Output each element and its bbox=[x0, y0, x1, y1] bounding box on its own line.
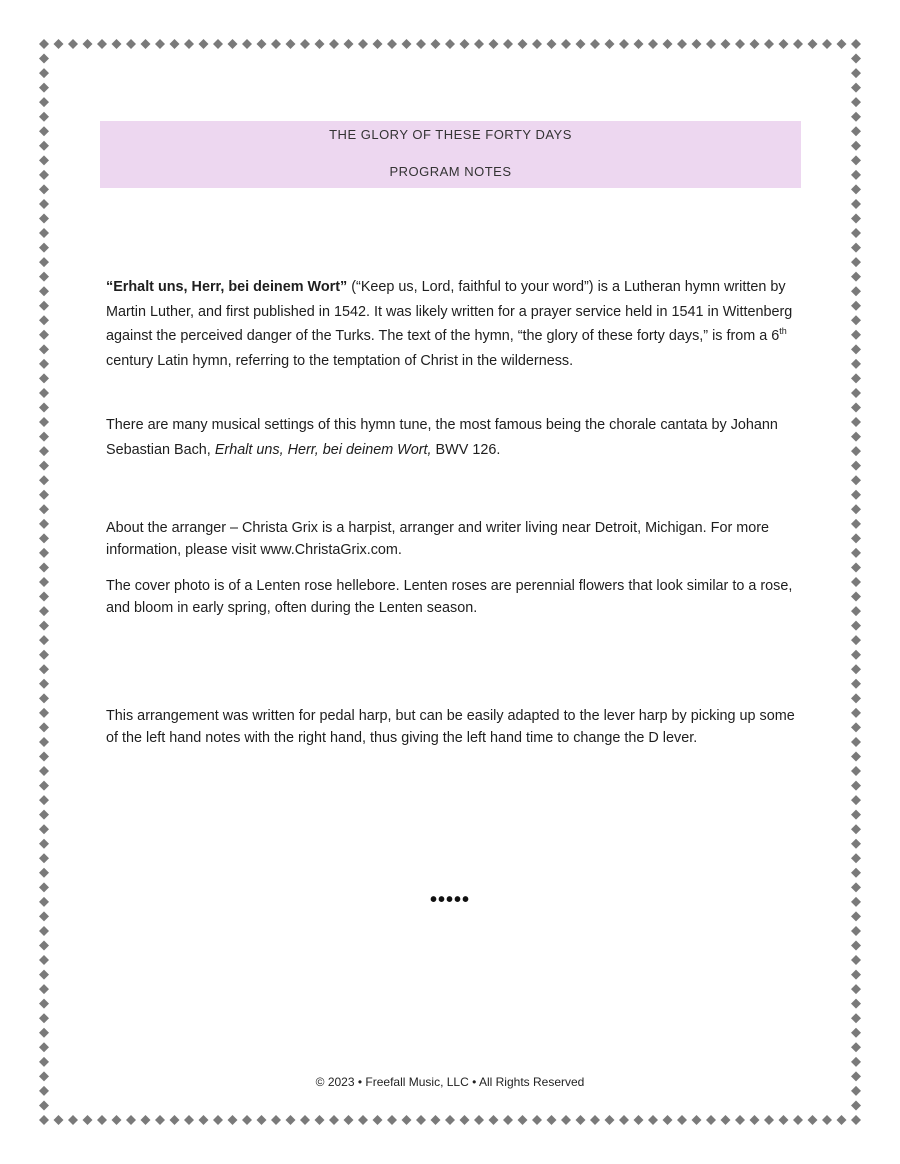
document-subtitle: PROGRAM NOTES bbox=[389, 164, 512, 179]
paragraph-musical-settings bbox=[106, 413, 796, 462]
paragraph-settings-text-b: BWV 126. bbox=[431, 441, 501, 458]
title-band bbox=[100, 121, 801, 188]
section-separator: ••••• bbox=[429, 889, 470, 911]
paragraph-about-arranger: About the arranger – Christa Grix is a harpist, arranger and writer living near Detroit, Michigan. For more information, please visit www.ChristaGrix.com. bbox=[106, 520, 770, 558]
paragraph-cover-photo: The cover photo is of a Lenten rose hellebore. Lenten roses are perennial flowers that look similar to a rose, and bloom in early spring, often during the Lenten season. bbox=[106, 578, 793, 616]
ordinal-superscript: th bbox=[779, 326, 787, 336]
paragraph-hymn-text-a: (“Keep us, Lord, faithful to your word”) is a Lutheran hymn written by Martin Luther, and first published in 1542. It was likely written for a prayer service held in 1541 in Wittenberg against the perceived danger of the Turks. The text of the hymn, “the glory of these forty days,” is from a 6 bbox=[106, 279, 793, 344]
hymn-title-bold: “Erhalt uns, Herr, bei deinem Wort” bbox=[106, 279, 348, 295]
copyright-footer: © 2023 • Freefall Music, LLC • All Rights Reserved bbox=[315, 1075, 585, 1089]
paragraph-arrangement-note: This arrangement was written for pedal harp, but can be easily adapted to the lever harp by picking up some of the left hand notes with the right hand, thus giving the left hand time to change the D lever. bbox=[106, 708, 795, 746]
paragraph-hymn-text-b: century Latin hymn, referring to the temptation of Christ in the wilderness. bbox=[106, 352, 574, 369]
paragraph-settings-text-a: There are many musical settings of this hymn tune, the most famous being the chorale cantata by Johann Sebastian Bach, bbox=[106, 417, 778, 458]
cantata-title-italic: Erhalt uns, Herr, bei deinem Wort, bbox=[214, 441, 432, 458]
paragraph-hymn-history bbox=[106, 275, 796, 373]
document-title: THE GLORY OF THESE FORTY DAYS bbox=[329, 127, 572, 142]
